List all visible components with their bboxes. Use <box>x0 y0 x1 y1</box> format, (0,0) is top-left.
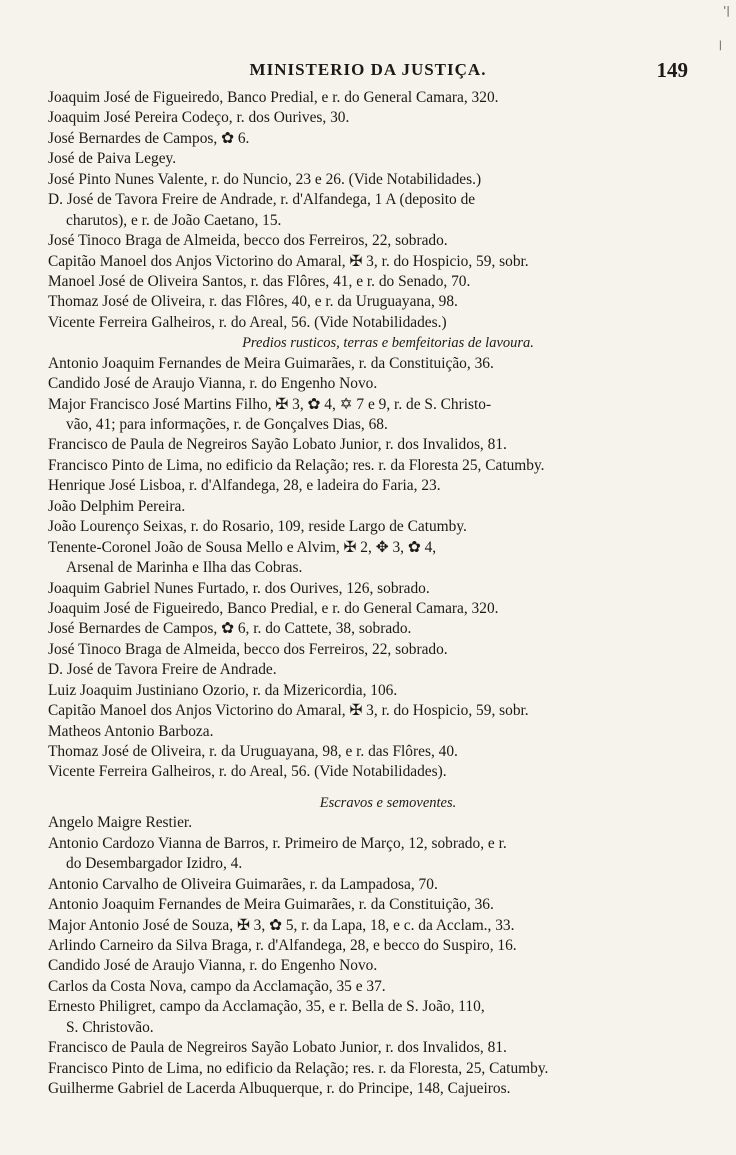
page-body <box>48 88 688 1099</box>
entry-line: D. José de Tavora Freire de Andrade, r. d'Alfandega, 1 A (deposito de <box>48 191 476 209</box>
section-heading: Predios rusticos, terras e bemfeitorias de lavoura. <box>242 335 534 352</box>
entry-line: João Lourenço Seixas, r. do Rosario, 109, reside Largo de Catumby. <box>48 518 467 536</box>
running-title: MINISTERIO DA JUSTIÇA. <box>249 60 487 79</box>
margin-mark: | <box>718 40 722 51</box>
page-number: 149 <box>656 58 688 82</box>
margin-mark: '| <box>723 4 730 17</box>
entry-line: Matheos Antonio Barboza. <box>48 722 214 740</box>
entry-line: Joaquim Gabriel Nunes Furtado, r. dos Ourives, 126, sobrado. <box>48 579 430 597</box>
entry-line-continued: S. Christovão. <box>66 1018 154 1036</box>
page-header <box>48 60 688 86</box>
entry-line: Thomaz José de Oliveira, r. das Flôres, 40, e r. da Uruguayana, 98. <box>48 293 458 311</box>
entry-line: Capitão Manoel dos Anjos Victorino do Amaral, ✠ 3, r. do Hospicio, 59, sobr. <box>48 702 529 720</box>
entry-line-continued: charutos), e r. de João Caetano, 15. <box>66 211 282 229</box>
entry-line: Major Antonio José de Souza, ✠ 3, ✿ 5, r. da Lapa, 18, e c. da Acclam., 33. <box>48 916 515 934</box>
entries-section-3 <box>48 813 688 1099</box>
entry-line: Guilherme Gabriel de Lacerda Albuquerque, r. do Principe, 148, Cajueiros. <box>48 1080 511 1097</box>
entry-line: Antonio Cardozo Vianna de Barros, r. Primeiro de Março, 12, sobrado, e r. <box>48 834 507 852</box>
entry-line: Antonio Joaquim Fernandes de Meira Guimarães, r. da Constituição, 36. <box>48 354 494 372</box>
entry-line: Major Francisco José Martins Filho, ✠ 3, ✿ 4, ✡ 7 e 9, r. de S. Christo- <box>48 395 492 413</box>
entry-line: Joaquim José Pereira Codeço, r. dos Ourives, 30. <box>48 109 350 127</box>
entry-line: Carlos da Costa Nova, campo da Acclamação, 35 e 37. <box>48 977 386 995</box>
entry-line-continued: vão, 41; para informações, r. de Gonçalves Dias, 68. <box>66 416 388 433</box>
entry-line: Antonio Joaquim Fernandes de Meira Guimarães, r. da Constituição, 36. <box>48 896 494 914</box>
entry-line: Francisco de Paula de Negreiros Sayão Lobato Junior, r. dos Invalidos, 81. <box>48 436 507 454</box>
entries-section-1 <box>48 88 688 333</box>
entry-line: Joaquim José de Figueiredo, Banco Predial, e r. do General Camara, 320. <box>48 599 499 617</box>
entry-line: João Delphim Pereira. <box>48 497 186 515</box>
entry-line: Candido José de Araujo Vianna, r. do Engenho Novo. <box>48 375 378 393</box>
entry-line: Vicente Ferreira Galheiros, r. do Areal, 56. (Vide Notabilidades.) <box>48 313 447 331</box>
entry-line: Angelo Maigre Restier. <box>48 814 193 832</box>
entry-line: José Pinto Nunes Valente, r. do Nuncio, 23 e 26. (Vide Notabilidades.) <box>48 170 482 188</box>
entry-line: José Bernardes de Campos, ✿ 6. <box>48 129 250 147</box>
entry-line: Francisco Pinto de Lima, no edificio da Relação; res. r. da Floresta 25, Catumby. <box>48 456 545 474</box>
entry-line: Capitão Manoel dos Anjos Victorino do Amaral, ✠ 3, r. do Hospicio, 59, sobr. <box>48 252 529 270</box>
entry-line: José Tinoco Braga de Almeida, becco dos Ferreiros, 22, sobrado. <box>48 232 448 250</box>
entry-line: José de Paiva Legey. <box>48 150 177 168</box>
entry-line-continued: Arsenal de Marinha e Ilha das Cobras. <box>66 559 303 577</box>
entry-line: Arlindo Carneiro da Silva Braga, r. d'Alfandega, 28, e becco do Suspiro, 16. <box>48 936 517 954</box>
entry-line: Ernesto Philigret, campo da Acclamação, 35, e r. Bella de S. João, 110, <box>48 998 485 1016</box>
entry-line: Antonio Carvalho de Oliveira Guimarães, r. da Lampadosa, 70. <box>48 875 438 893</box>
entry-line: Francisco de Paula de Negreiros Sayão Lobato Junior, r. dos Invalidos, 81. <box>48 1039 507 1057</box>
entry-line: Manoel José de Oliveira Santos, r. das Flôres, 41, e r. do Senado, 70. <box>48 272 471 290</box>
entry-line: José Bernardes de Campos, ✿ 6, r. do Cattete, 38, sobrado. <box>48 620 412 638</box>
entries-section-2 <box>48 354 688 783</box>
entry-line-continued: do Desembargador Izidro, 4. <box>66 855 243 873</box>
entry-line: Tenente-Coronel João de Sousa Mello e Alvim, ✠ 2, ✥ 3, ✿ 4, <box>48 538 437 556</box>
entry-line: Henrique José Lisboa, r. d'Alfandega, 28, e ladeira do Faria, 23. <box>48 477 441 495</box>
entry-line: Luiz Joaquim Justiniano Ozorio, r. da Mizericordia, 106. <box>48 681 398 699</box>
entry-line: Vicente Ferreira Galheiros, r. do Areal, 56. (Vide Notabilidades). <box>48 763 447 781</box>
entry-line: José Tinoco Braga de Almeida, becco dos Ferreiros, 22, sobrado. <box>48 640 448 658</box>
section-heading: Escravos e semoventes. <box>319 794 457 811</box>
entry-line: Candido José de Araujo Vianna, r. do Engenho Novo. <box>48 957 378 975</box>
entry-line: Joaquim José de Figueiredo, Banco Predial, e r. do General Camara, 320. <box>48 89 499 106</box>
entry-line: Thomaz José de Oliveira, r. da Uruguayana, 98, e r. das Flôres, 40. <box>48 743 458 760</box>
entry-line: D. José de Tavora Freire de Andrade. <box>48 661 277 679</box>
entry-line: Francisco Pinto de Lima, no edificio da Relação; res. r. da Floresta, 25, Catumby. <box>48 1059 549 1077</box>
